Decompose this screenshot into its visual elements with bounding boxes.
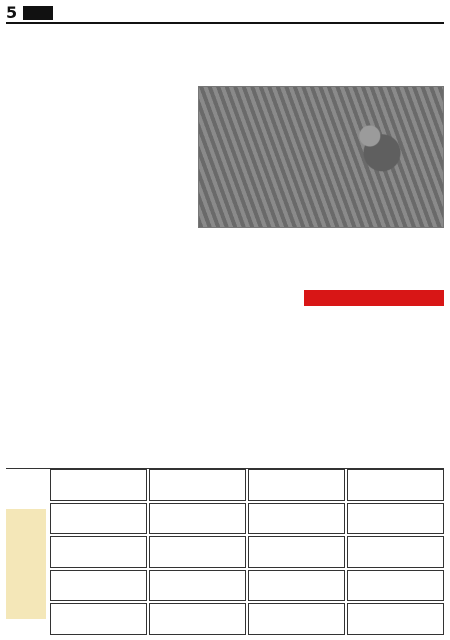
ad-line bbox=[53, 634, 144, 635]
ad-line bbox=[152, 520, 243, 527]
ad-logo bbox=[53, 539, 144, 551]
ad-line bbox=[251, 627, 342, 634]
ad-item bbox=[248, 503, 345, 535]
ad-line bbox=[53, 620, 144, 627]
left-article-2 bbox=[6, 304, 196, 472]
ad-item bbox=[50, 503, 147, 535]
ad-line bbox=[350, 486, 441, 493]
ad-item bbox=[248, 536, 345, 568]
ad-logo bbox=[251, 539, 342, 551]
ad-logo bbox=[152, 506, 243, 518]
ad-item bbox=[50, 536, 147, 568]
ad-line bbox=[53, 560, 144, 567]
ad-line bbox=[350, 527, 441, 534]
left-article-1-subhead bbox=[6, 143, 196, 155]
ad-line bbox=[251, 620, 342, 627]
ad-line bbox=[53, 553, 144, 560]
ad-logo bbox=[350, 573, 441, 585]
ad-item bbox=[248, 469, 345, 501]
ad-line bbox=[350, 493, 441, 500]
ad-line bbox=[350, 553, 441, 560]
ad-line bbox=[350, 620, 441, 627]
ad-line bbox=[53, 520, 144, 527]
main-headline bbox=[6, 44, 444, 70]
ad-line bbox=[53, 587, 144, 594]
ad-line bbox=[350, 534, 441, 535]
ad-line bbox=[152, 594, 243, 601]
ad-logo bbox=[350, 539, 441, 551]
ad-line bbox=[152, 493, 243, 500]
ad-line bbox=[251, 500, 342, 501]
right-article-subhead bbox=[224, 235, 444, 247]
ad-line bbox=[152, 587, 243, 594]
ad-logo bbox=[53, 606, 144, 618]
headline-kicker bbox=[6, 30, 444, 42]
ad-logo bbox=[53, 472, 144, 484]
page-number: 5 bbox=[6, 3, 18, 22]
ad-line bbox=[251, 594, 342, 601]
ad-line bbox=[152, 560, 243, 567]
ad-item bbox=[149, 469, 246, 501]
ad-line bbox=[350, 560, 441, 567]
ad-item bbox=[347, 570, 444, 602]
ad-logo bbox=[152, 606, 243, 618]
ad-item bbox=[149, 603, 246, 635]
ad-item bbox=[149, 536, 246, 568]
ad-sidebar-banner bbox=[6, 509, 46, 619]
lead-paragraph bbox=[6, 76, 186, 128]
ad-logo bbox=[350, 472, 441, 484]
ad-grid bbox=[50, 469, 444, 635]
ad-item bbox=[149, 570, 246, 602]
ad-line bbox=[350, 500, 441, 501]
left-article-2-body bbox=[6, 320, 196, 468]
ad-line bbox=[152, 567, 243, 568]
ad-item bbox=[50, 570, 147, 602]
ad-logo bbox=[53, 573, 144, 585]
ad-line bbox=[152, 627, 243, 634]
ad-line bbox=[350, 627, 441, 634]
ad-item bbox=[248, 603, 345, 635]
ad-line bbox=[152, 553, 243, 560]
ad-item bbox=[248, 570, 345, 602]
ad-logo bbox=[350, 506, 441, 518]
ad-line bbox=[53, 500, 144, 501]
ad-item bbox=[149, 503, 246, 535]
ad-line bbox=[53, 601, 144, 602]
ad-line bbox=[251, 560, 342, 567]
ad-line bbox=[53, 486, 144, 493]
ad-line bbox=[350, 594, 441, 601]
ad-line bbox=[251, 486, 342, 493]
ad-logo bbox=[251, 472, 342, 484]
section-tag bbox=[23, 6, 53, 20]
ad-line bbox=[152, 500, 243, 501]
ad-line bbox=[251, 567, 342, 568]
ad-line bbox=[350, 520, 441, 527]
highlight-heading bbox=[304, 290, 444, 306]
ad-line bbox=[152, 527, 243, 534]
newspaper-masthead bbox=[356, 4, 444, 20]
ad-line bbox=[53, 493, 144, 500]
ad-line bbox=[251, 527, 342, 534]
left-article-2-subhead bbox=[6, 304, 196, 316]
ad-line bbox=[53, 534, 144, 535]
ad-line bbox=[350, 601, 441, 602]
ad-line bbox=[152, 534, 243, 535]
ad-logo bbox=[152, 539, 243, 551]
ad-line bbox=[152, 620, 243, 627]
ad-line bbox=[251, 634, 342, 635]
ad-line bbox=[152, 486, 243, 493]
ad-line bbox=[53, 627, 144, 634]
ad-line bbox=[251, 534, 342, 535]
ad-item bbox=[347, 536, 444, 568]
ad-line bbox=[251, 587, 342, 594]
ad-line bbox=[152, 634, 243, 635]
ad-logo bbox=[350, 606, 441, 618]
ad-line bbox=[251, 601, 342, 602]
page-header bbox=[6, 4, 444, 24]
ad-line bbox=[350, 567, 441, 568]
right-article bbox=[224, 235, 444, 465]
left-article-1 bbox=[6, 143, 196, 313]
ad-item bbox=[347, 603, 444, 635]
ad-logo bbox=[251, 573, 342, 585]
ad-item bbox=[50, 603, 147, 635]
ad-logo bbox=[152, 573, 243, 585]
ad-logo bbox=[152, 472, 243, 484]
ad-line bbox=[350, 634, 441, 635]
classified-ad-zone bbox=[6, 468, 444, 635]
news-photo bbox=[198, 86, 444, 228]
ad-logo bbox=[251, 506, 342, 518]
ad-item bbox=[347, 469, 444, 501]
left-article-1-body bbox=[6, 159, 196, 307]
ad-line bbox=[152, 601, 243, 602]
ad-line bbox=[53, 594, 144, 601]
ad-logo bbox=[53, 506, 144, 518]
ad-line bbox=[251, 553, 342, 560]
ad-logo bbox=[251, 606, 342, 618]
ad-item bbox=[347, 503, 444, 535]
ad-line bbox=[251, 493, 342, 500]
ad-line bbox=[350, 587, 441, 594]
ad-line bbox=[53, 527, 144, 534]
ad-line bbox=[251, 520, 342, 527]
right-article-body bbox=[224, 251, 444, 399]
ad-item bbox=[50, 469, 147, 501]
ad-line bbox=[53, 567, 144, 568]
